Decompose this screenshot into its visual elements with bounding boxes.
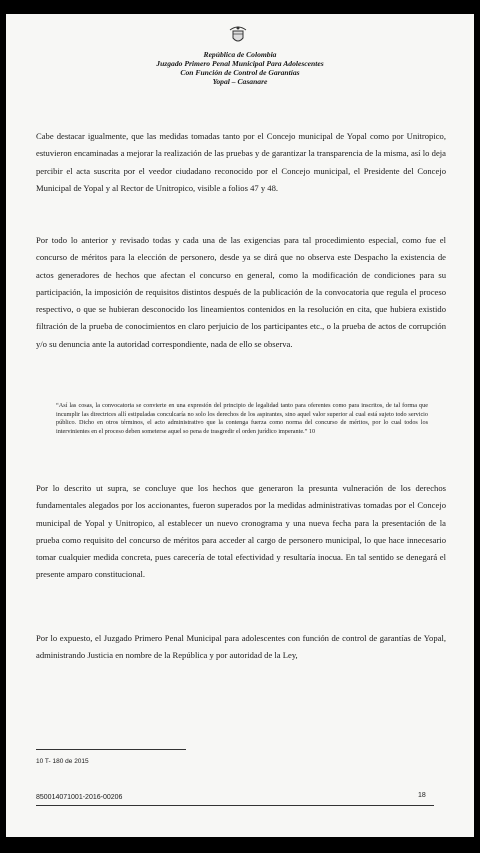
document-page — [6, 14, 474, 837]
paragraph-4: Por lo expuesto, el Juzgado Primero Penal Municipal para adolescentes con función de control de garantías de Yopal, administrando Justicia en nombre de la República y por autoridad de la Ley, — [36, 633, 446, 661]
footer-divider — [36, 805, 434, 806]
paragraph-3: Por lo descrito ut supra, se concluye que los hechos que generaron la presunta vulneración de los derechos fundamentales alegados por los accionantes, fueron superados por la medidas administrativas tomadas por el Concejo municipal de Yopal y Unitropico, al establecer un nuevo cronograma y una nueva fecha para la presentación de la prueba como requisito del concurso de méritos para acceder al cargo de personero municipal, lo que hace innecesario tomar cualquier medida concreta, pues carecería de total efectividad y resultaría inocua. En tal sentido se denegará el presente amparo constitucional. — [36, 483, 446, 580]
header-city: Yopal – Casanare — [212, 77, 268, 86]
footnote-divider — [36, 749, 186, 750]
paragraph-1: Cabe destacar igualmente, que las medidas tomadas tanto por el Concejo municipal de Yopal como por Unitropico, estuvieron encaminadas a mejorar la realización de las pruebas y de garantizar la transparencia de la misma, así lo deja percibir el acta suscrita por el veedor ciudadano reconocido por el Concejo municipal, el Presidente del Concejo Municipal de Yopal y al Rector de Unitropico, visible a folios 47 y 48. — [36, 131, 446, 193]
paragraph-2: Por todo lo anterior y revisado todas y cada una de las exigencias para tal procedimiento especial, como fue el concurso de méritos para la elección de personero, desde ya se dirá que no observa este Despacho la existencia de actos generadores de hechos que afectan el concurso en general, como la modificación de condiciones para su participación, la imposición de requisitos distintos después de la publicación de la convocatoria que regula el proceso respectivo, o que se hubieran desconocido los lineamientos contenidos en la resolución en cita, que hubiera existido filtración de la prueba de conocimientos en claro perjuicio de los participantes etc., o la prueba de actos de corrupción y/o su denuncia ante la autoridad correspondiente, nada de ello se observa. — [36, 235, 446, 349]
quote-block: “Así las cosas, la convocatoria se convierte en una expresión del principio de legalidad tanto para oferentes como para inscritos, de tal forma que incumplir las directrices allí estipuladas conculcaría no solo los derechos de los aspirantes, sino aquel valor superior al cual está sujeto todo servicio público. Dicho en otros términos, el acto administrativo que la contenga fuerza como norma del concurso de méritos, por lo cual todos los intervinientes en el proceso deben someterse aquel so pena de trasgredir el orden jurídico imperante.” 10 — [56, 402, 428, 436]
header-country: República de Colombia — [203, 50, 277, 59]
case-code: 850014071001-2016-00206 — [36, 794, 123, 801]
header-function: Con Función de Control de Garantías — [180, 68, 300, 77]
page-number: 18 — [418, 792, 426, 799]
footnote: 10 T- 180 de 2015 — [36, 758, 89, 765]
coat-of-arms-icon — [227, 24, 249, 46]
header-court: Juzgado Primero Penal Municipal Para Adolescentes — [156, 59, 324, 68]
